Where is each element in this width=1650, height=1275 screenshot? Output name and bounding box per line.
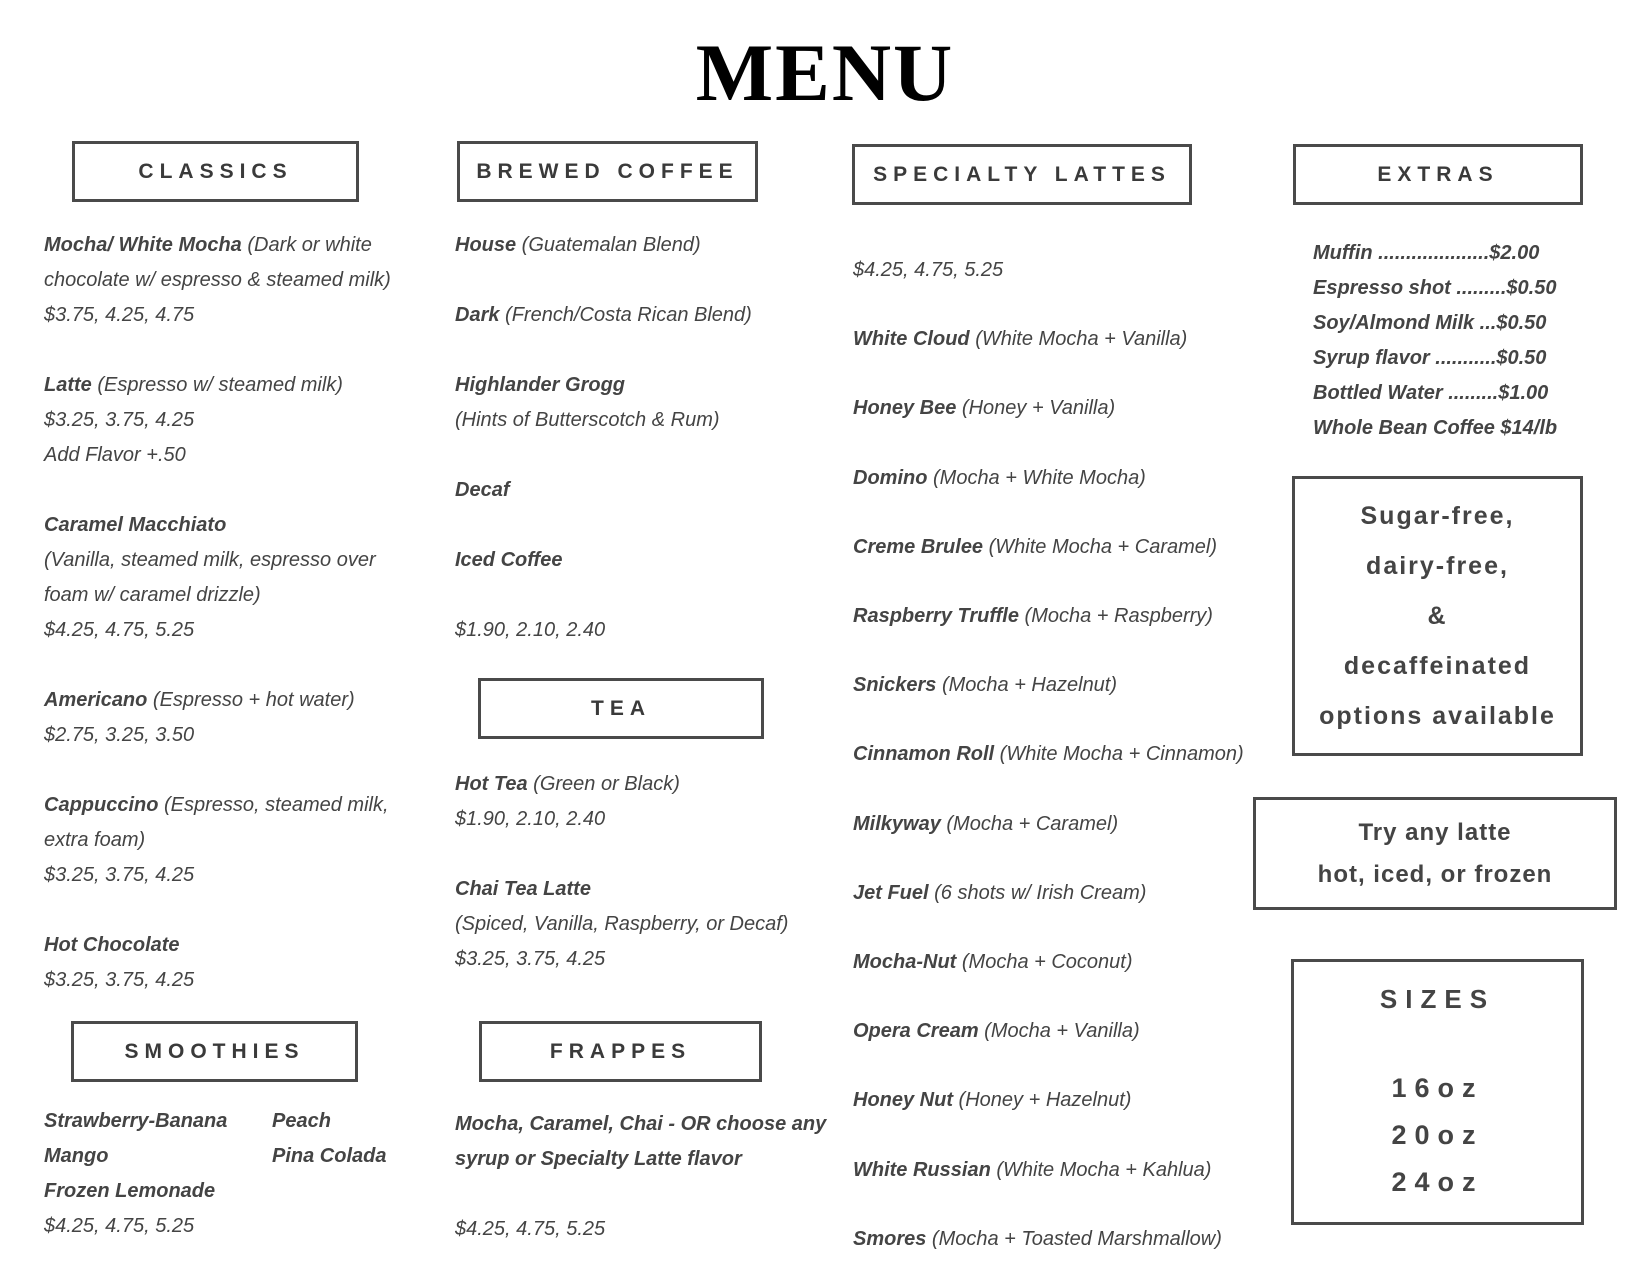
menu-item bbox=[853, 374, 1263, 443]
menu-item bbox=[853, 1066, 1263, 1135]
note-line: options available bbox=[1319, 702, 1556, 730]
specialty-lattes-list bbox=[853, 236, 1263, 1274]
item-desc: (Mocha + White Mocha) bbox=[927, 466, 1146, 489]
dietary-options-note bbox=[1292, 476, 1583, 756]
menu-item bbox=[44, 368, 444, 473]
tea-list bbox=[455, 767, 835, 977]
smoothie-item: Pina Colada bbox=[272, 1145, 387, 1167]
item-price: $3.25, 3.75, 4.25 bbox=[44, 864, 195, 886]
brewed-coffee-list bbox=[455, 228, 835, 648]
smoothies-list bbox=[44, 1104, 444, 1244]
menu-item bbox=[455, 298, 835, 333]
menu-item bbox=[44, 228, 444, 333]
item-desc: (Guatemalan Blend) bbox=[516, 234, 701, 256]
item-desc: (White Mocha + Vanilla) bbox=[969, 328, 1188, 351]
specialty-price: $4.25, 4.75, 5.25 bbox=[853, 259, 1004, 281]
classics-heading: CLASSICS bbox=[72, 141, 359, 202]
menu-item bbox=[455, 543, 835, 578]
item-name: Highlander Grogg bbox=[455, 374, 625, 396]
item-price: $3.25, 3.75, 4.25 bbox=[455, 948, 606, 970]
note-line: & bbox=[1427, 602, 1448, 630]
item-name: Milkyway bbox=[853, 812, 941, 835]
smoothies-heading: SMOOTHIES bbox=[71, 1021, 358, 1082]
item-name: Honey Nut bbox=[853, 1089, 953, 1112]
item-name: Opera Cream bbox=[853, 1020, 979, 1043]
note-line: Try any latte bbox=[1358, 818, 1512, 846]
item-name: Snickers bbox=[853, 674, 937, 697]
size-value: 24oz bbox=[1391, 1167, 1484, 1197]
item-name: Honey Bee bbox=[853, 397, 957, 420]
menu-item bbox=[853, 790, 1263, 859]
item-name: Domino bbox=[853, 466, 928, 489]
sizes-box bbox=[1291, 959, 1584, 1225]
item-desc: (Espresso + hot water) bbox=[147, 689, 355, 711]
note-line: decaffeinated bbox=[1343, 652, 1532, 680]
menu-item bbox=[853, 720, 1263, 789]
item-name: Hot Tea bbox=[455, 773, 528, 795]
menu-item bbox=[853, 859, 1263, 928]
menu-item bbox=[455, 872, 835, 977]
smoothie-item: Mango bbox=[44, 1145, 109, 1167]
item-name: Mocha-Nut bbox=[853, 951, 957, 974]
frappes-line: syrup or Specialty Latte flavor bbox=[455, 1148, 742, 1170]
item-desc: (6 shots w/ Irish Cream) bbox=[928, 881, 1147, 904]
menu-item bbox=[853, 928, 1263, 997]
item-price: $2.75, 3.25, 3.50 bbox=[44, 724, 195, 746]
item-name: Latte bbox=[44, 374, 92, 396]
item-desc-line: chocolate w/ espresso & steamed milk) bbox=[44, 269, 391, 291]
item-name: Mocha/ White Mocha bbox=[44, 234, 242, 256]
item-desc: (Mocha + Vanilla) bbox=[978, 1020, 1140, 1043]
item-desc: (Mocha + Hazelnut) bbox=[936, 674, 1118, 697]
note-line: hot, iced, or frozen bbox=[1317, 860, 1553, 888]
item-desc-line: (Hints of Butterscotch & Rum) bbox=[455, 409, 720, 431]
note-line: Sugar-free, bbox=[1360, 502, 1515, 530]
menu-item bbox=[455, 228, 835, 263]
menu-item bbox=[455, 767, 835, 837]
item-price: $4.25, 4.75, 5.25 bbox=[44, 619, 195, 641]
item-name: Cappuccino bbox=[44, 794, 159, 816]
menu-item bbox=[853, 651, 1263, 720]
smoothie-item: Peach bbox=[272, 1110, 331, 1132]
item-name: Cinnamon Roll bbox=[853, 743, 995, 766]
brewed-price: $1.90, 2.10, 2.40 bbox=[455, 619, 606, 641]
item-name: White Russian bbox=[853, 1158, 991, 1181]
menu-item bbox=[853, 1205, 1263, 1274]
menu-item bbox=[853, 513, 1263, 582]
sizes-heading: SIZES bbox=[1379, 984, 1496, 1014]
brewed-coffee-heading: BREWED COFFEE bbox=[457, 141, 758, 202]
menu-item bbox=[853, 1136, 1263, 1205]
menu-item bbox=[853, 997, 1263, 1066]
item-price: $3.25, 3.75, 4.25 bbox=[44, 969, 195, 991]
menu-item bbox=[44, 683, 444, 753]
frappes-price: $4.25, 4.75, 5.25 bbox=[455, 1218, 606, 1240]
frappes-line: Mocha, Caramel, Chai - OR choose any bbox=[455, 1113, 827, 1135]
item-desc: (White Mocha + Cinnamon) bbox=[994, 743, 1244, 766]
item-price: $3.75, 4.25, 4.75 bbox=[44, 304, 195, 326]
item-name: Chai Tea Latte bbox=[455, 878, 591, 900]
item-name: Americano bbox=[44, 689, 148, 711]
item-name: Hot Chocolate bbox=[44, 934, 180, 956]
menu-item bbox=[853, 305, 1263, 374]
menu-item bbox=[44, 508, 444, 648]
extras-row: Muffin ....................$2.00 bbox=[1313, 242, 1540, 264]
item-desc-line: foam w/ caramel drizzle) bbox=[44, 584, 261, 606]
item-desc: (Honey + Vanilla) bbox=[956, 397, 1116, 420]
item-name: Jet Fuel bbox=[853, 881, 929, 904]
item-desc: (White Mocha + Caramel) bbox=[983, 535, 1218, 558]
menu-item bbox=[853, 444, 1263, 513]
smoothies-price: $4.25, 4.75, 5.25 bbox=[44, 1215, 195, 1237]
item-desc: (Mocha + Caramel) bbox=[940, 812, 1119, 835]
item-name: Creme Brulee bbox=[853, 535, 984, 558]
menu-item bbox=[44, 788, 444, 893]
extras-row: Syrup flavor ...........$0.50 bbox=[1313, 347, 1547, 369]
menu-item bbox=[44, 928, 444, 998]
classics-list bbox=[44, 228, 444, 998]
item-name: White Cloud bbox=[853, 328, 970, 351]
menu-item bbox=[853, 582, 1263, 651]
menu-title: MENU bbox=[695, 27, 955, 118]
item-price: $1.90, 2.10, 2.40 bbox=[455, 808, 606, 830]
item-desc: (White Mocha + Kahlua) bbox=[990, 1158, 1212, 1181]
item-extra: Add Flavor +.50 bbox=[44, 444, 186, 466]
item-price: $3.25, 3.75, 4.25 bbox=[44, 409, 195, 431]
frappes-list bbox=[455, 1107, 835, 1247]
tea-heading: TEA bbox=[478, 678, 764, 739]
item-desc: (Honey + Hazelnut) bbox=[953, 1089, 1132, 1112]
item-name: Decaf bbox=[455, 479, 510, 501]
item-desc: (Mocha + Toasted Marshmallow) bbox=[926, 1227, 1222, 1250]
smoothie-item: Strawberry-Banana bbox=[44, 1110, 228, 1132]
item-desc: (Dark or white bbox=[241, 234, 372, 256]
item-name: Raspberry Truffle bbox=[853, 605, 1019, 628]
extras-row: Bottled Water .........$1.00 bbox=[1313, 382, 1549, 404]
item-desc-line: extra foam) bbox=[44, 829, 146, 851]
extras-row: Soy/Almond Milk ...$0.50 bbox=[1313, 312, 1547, 334]
extras-list bbox=[1313, 236, 1557, 446]
item-name: House bbox=[455, 234, 517, 256]
item-desc: (Mocha + Raspberry) bbox=[1019, 605, 1213, 628]
item-desc: (Espresso, steamed milk, bbox=[158, 794, 389, 816]
item-name: Smores bbox=[853, 1227, 927, 1250]
extras-heading: EXTRAS bbox=[1293, 144, 1583, 205]
specialty-lattes-heading: SPECIALTY LATTES bbox=[852, 144, 1192, 205]
size-value: 16oz bbox=[1391, 1073, 1484, 1103]
latte-options-note bbox=[1253, 797, 1617, 910]
menu-item bbox=[455, 473, 835, 508]
item-desc: (Mocha + Coconut) bbox=[956, 951, 1133, 974]
size-value: 20oz bbox=[1391, 1120, 1484, 1150]
item-name: Dark bbox=[455, 304, 500, 326]
extras-row: Espresso shot .........$0.50 bbox=[1313, 277, 1557, 299]
note-line: dairy-free, bbox=[1366, 552, 1509, 580]
item-name: Caramel Macchiato bbox=[44, 514, 227, 536]
item-desc-line: (Vanilla, steamed milk, espresso over bbox=[44, 549, 376, 571]
item-name: Iced Coffee bbox=[455, 549, 563, 571]
frappes-heading: FRAPPES bbox=[479, 1021, 762, 1082]
menu-item bbox=[455, 368, 835, 438]
item-desc: (French/Costa Rican Blend) bbox=[499, 304, 752, 326]
item-desc-line: (Spiced, Vanilla, Raspberry, or Decaf) bbox=[455, 913, 789, 935]
item-desc: (Espresso w/ steamed milk) bbox=[91, 374, 343, 396]
item-desc: (Green or Black) bbox=[527, 773, 680, 795]
smoothie-item: Frozen Lemonade bbox=[44, 1180, 216, 1202]
extras-row: Whole Bean Coffee $14/lb bbox=[1313, 417, 1558, 439]
